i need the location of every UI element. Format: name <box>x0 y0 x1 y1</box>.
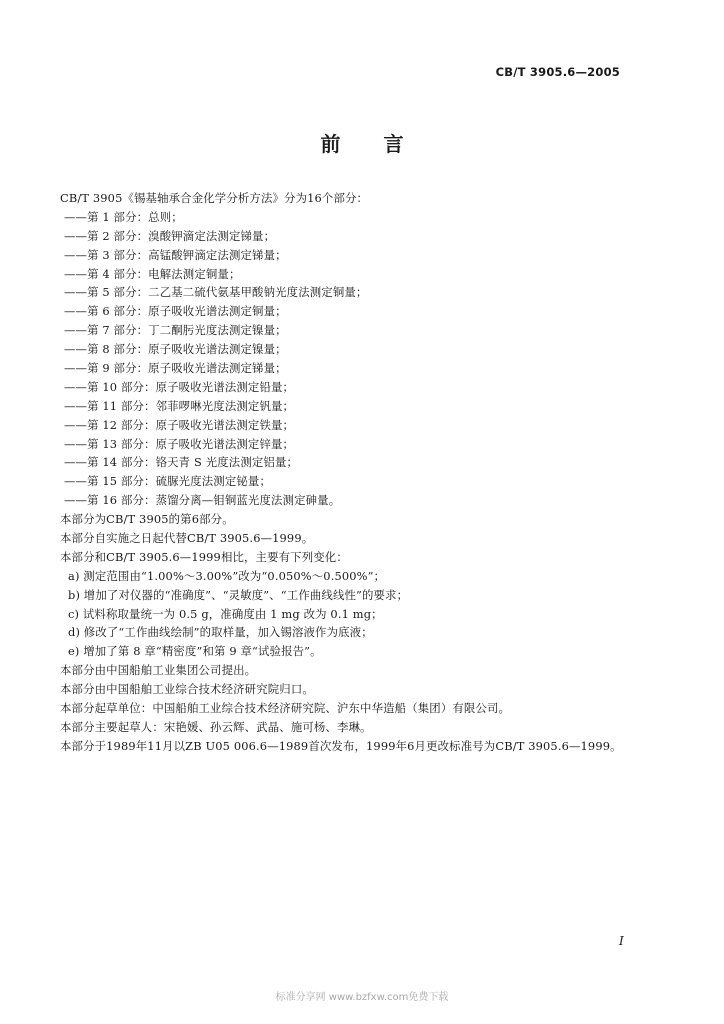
document-body <box>60 189 680 756</box>
change-item: b) 增加了对仪器的“准确度”、“灵敏度”、“工作曲线线性”的要求； <box>68 587 409 602</box>
change-item: c) 试料称取量统一为 0.5 g，准确度由 1 mg 改为 0.1 mg； <box>68 606 383 621</box>
list-item: ——第 6 部分：原子吸收光谱法测定铜量； <box>64 304 287 319</box>
statement-line: 本部分于1989年11月以ZB U05 006.6—1989首次发布，1999年6月更改标准号为CB/T 3905.6—1999。 <box>60 738 622 753</box>
statement-line: 本部分自实施之日起代替CB/T 3905.6—1999。 <box>60 531 314 546</box>
list-item: ——第 13 部分：原子吸收光谱法测定锌量； <box>64 436 295 451</box>
statement-line: 本部分起草单位：中国船舶工业综合技术经济研究院、沪东中华造船（集团）有限公司。 <box>60 701 511 716</box>
statement-line: 本部分由中国船舶工业综合技术经济研究院归口。 <box>60 682 314 697</box>
list-item: ——第 14 部分：铬天青 S 光度法测定铝量； <box>64 455 299 470</box>
parts-list <box>60 208 680 510</box>
list-item: ——第 2 部分：溴酸钾滴定法测定锑量； <box>64 228 276 243</box>
standard-code: CB/T 3905.6—2005 <box>495 65 620 79</box>
list-item: ——第 11 部分：邻菲啰啉光度法测定钒量； <box>64 398 295 413</box>
statement-line: 本部分和CB/T 3905.6—1999相比，主要有下列变化： <box>60 549 348 564</box>
changes-list <box>60 567 680 661</box>
list-item: ——第 16 部分：蒸馏分离—钼铜蓝光度法测定砷量。 <box>64 493 341 508</box>
list-item: ——第 5 部分：二乙基二硫代氨基甲酸钠光度法测定铜量； <box>64 285 368 300</box>
statement-line: 本部分主要起草人：宋艳媛、孙云辉、武晶、施可杨、李琳。 <box>60 719 372 734</box>
statement-line: 本部分由中国船舶工业集团公司提出。 <box>60 663 257 678</box>
list-item: ——第 1 部分：总则； <box>64 209 183 224</box>
list-item: ——第 15 部分：硫脲光度法测定铋量； <box>64 474 271 489</box>
statement-line: 本部分为CB/T 3905的第6部分。 <box>60 512 234 527</box>
footer-watermark: 标准分享网 www.bzfxw.com免费下载 <box>275 992 449 1003</box>
list-item: ——第 7 部分：丁二酮肟光度法测定镍量； <box>64 323 287 338</box>
list-item: ——第 3 部分：高锰酸钾滴定法测定锑量； <box>64 247 287 262</box>
list-item: ——第 4 部分：电解法测定铜量； <box>64 266 241 281</box>
change-item: a) 测定范围由“1.00%～3.00%”改为“0.050%～0.500%”； <box>68 568 386 583</box>
list-item: ——第 12 部分：原子吸收光谱法测定铁量； <box>64 417 295 432</box>
list-item: ——第 10 部分：原子吸收光谱法测定铅量； <box>64 379 295 394</box>
page-title: 前 言 <box>320 132 422 156</box>
list-item: ——第 8 部分：原子吸收光谱法测定镍量； <box>64 342 287 357</box>
change-item: d) 修改了“工作曲线绘制”的取样量，加入锡溶液作为底液； <box>68 625 373 640</box>
change-item: e) 增加了第 8 章“精密度”和第 9 章“试验报告”。 <box>68 644 322 659</box>
intro-line: CB/T 3905《锡基轴承合金化学分析方法》分为16个部分： <box>60 191 369 205</box>
list-item: ——第 9 部分：原子吸收光谱法测定锑量； <box>64 361 287 376</box>
page-number: I <box>619 934 624 948</box>
